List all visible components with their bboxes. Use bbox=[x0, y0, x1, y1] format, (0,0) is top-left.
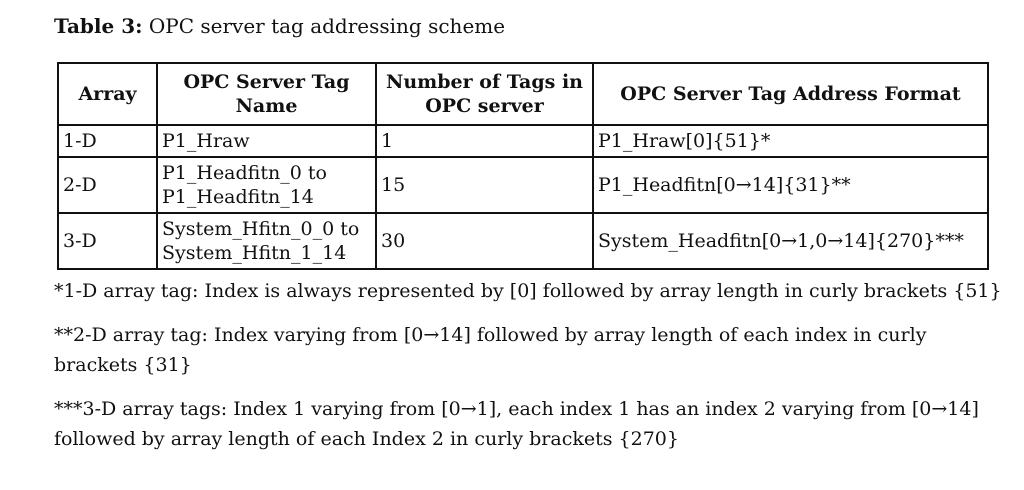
footnote-3d: ***3-D array tags: Index 1 varying from [0→1], each index 1 has an index 2 varying from [0→14] followed by array length of each Index 2 in curly brackets {270} bbox=[54, 398, 979, 450]
tag-name-line: P1_Hraw bbox=[162, 130, 250, 152]
cell-tag-count: 15 bbox=[376, 157, 593, 213]
cell-tag-name bbox=[157, 213, 376, 269]
table-header-row bbox=[58, 63, 988, 125]
cell-tag-name bbox=[157, 157, 376, 213]
cell-tag-count: 1 bbox=[376, 125, 593, 157]
cell-address-format: P1_Headfitn[0→14]{31}** bbox=[593, 157, 988, 213]
caption-label: Table 3: bbox=[54, 14, 143, 38]
table-row bbox=[58, 157, 988, 213]
cell-address-format: System_Headfitn[0→1,0→14]{270}*** bbox=[593, 213, 988, 269]
header-tag-name: OPC Server Tag Name bbox=[157, 63, 376, 125]
cell-address-format: P1_Hraw[0]{51}* bbox=[593, 125, 988, 157]
caption-text: OPC server tag addressing scheme bbox=[142, 14, 506, 38]
tag-name-line: P1_Headfitn_14 bbox=[162, 186, 314, 208]
cell-tag-name bbox=[157, 125, 376, 157]
header-tag-count: Number of Tags in OPC server bbox=[376, 63, 593, 125]
header-address-format: OPC Server Tag Address Format bbox=[593, 63, 988, 125]
table-row bbox=[58, 213, 988, 269]
header-array: Array bbox=[58, 63, 157, 125]
table-footnotes bbox=[54, 276, 1014, 468]
tag-addressing-table bbox=[57, 62, 989, 270]
cell-array: 2-D bbox=[58, 157, 157, 213]
tag-name-line: System_Hfitn_1_14 bbox=[162, 242, 347, 264]
table-row bbox=[58, 125, 988, 157]
table-caption bbox=[54, 12, 505, 40]
cell-array: 1-D bbox=[58, 125, 157, 157]
footnote-1d: *1-D array tag: Index is always represented by [0] followed by array length in curly brackets {51} bbox=[54, 280, 1002, 302]
tag-name-line: System_Hfitn_0_0 to bbox=[162, 218, 360, 240]
cell-tag-count: 30 bbox=[376, 213, 593, 269]
tag-name-line: P1_Headfitn_0 to bbox=[162, 162, 327, 184]
cell-array: 3-D bbox=[58, 213, 157, 269]
footnote-2d: **2-D array tag: Index varying from [0→14] followed by array length of each index in curly brackets {31} bbox=[54, 324, 927, 376]
